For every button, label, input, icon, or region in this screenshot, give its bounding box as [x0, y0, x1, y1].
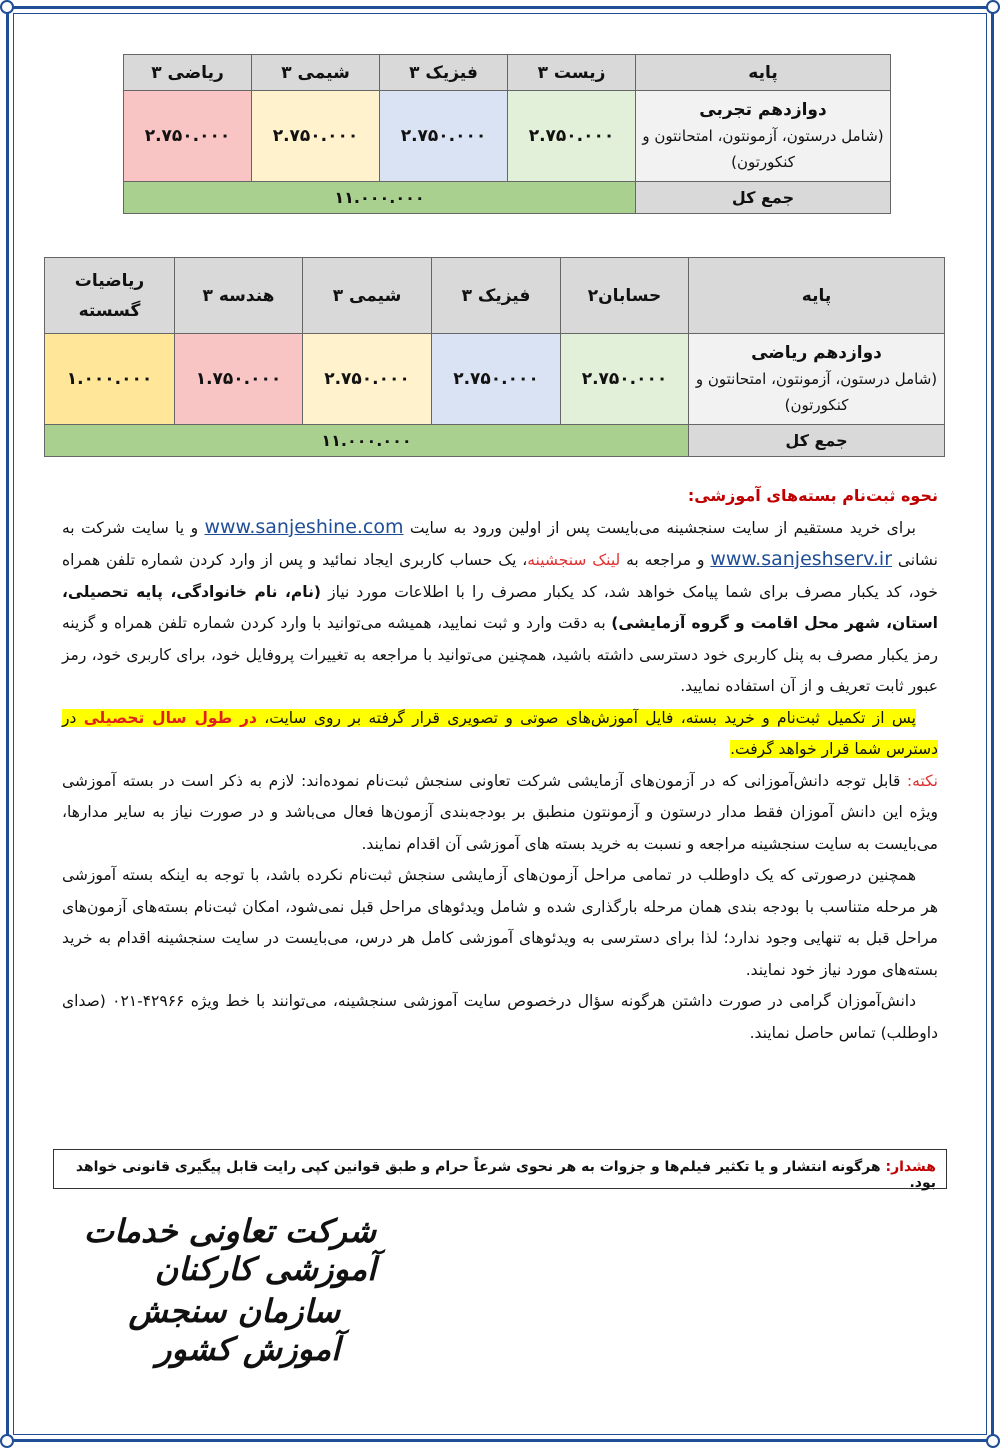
- header-cell: شیمی ۳: [252, 55, 380, 91]
- grade-cell: [636, 91, 891, 182]
- price-cell: ۲.۷۵۰.۰۰۰: [252, 91, 380, 182]
- paragraph-stages: همچنین درصورتی که یک داوطلب در تمامی مراحل آزمون‌های آزمایشی سنجش ثبت‌نام نکرده باشد، با توجه به اینکه بسته آموزشی هر مرحله متناسب با بودجه بندی همان مرحله بارگذاری شده و شامل ویدئوهای مراحل قبل نمی‌شود، امکان ثبت‌نام بسته‌های آزمون‌های مراحل قبل به تنهایی وجود ندارد؛ لذا برای دسترسی به ویدئوهای آموزشی کامل هر درس، می‌بایست در سایت سنجشینه اقدام به خرید بسته‌های مورد نیاز خود نمایند.: [62, 866, 938, 979]
- header-cell: حسابان۲: [561, 258, 689, 334]
- total-row: [45, 425, 945, 457]
- sanjeshine-red-link[interactable]: لینک سنجشینه: [527, 551, 621, 569]
- table-header-row: [124, 55, 891, 91]
- text-span: و یا سایت شرکت به نشانی: [62, 518, 938, 569]
- copyright-warning-box: [53, 1149, 947, 1189]
- total-label: جمع کل: [636, 182, 891, 214]
- text-span: برای خرید مستقیم از سایت سنجشینه می‌بایست پس از اولین ورود به سایت: [403, 518, 916, 537]
- corner-ornament: [986, 1434, 1000, 1448]
- table-row: [124, 91, 891, 182]
- table-row: [45, 334, 945, 425]
- grade-cell: [689, 334, 945, 425]
- price-cell: ۲.۷۵۰.۰۰۰: [561, 334, 689, 425]
- text-span: پس از تکمیل ثبت‌نام و خرید بسته، فایل آموزش‌های صوتی و تصویری قرار گرفته بر روی سایت،: [256, 708, 916, 727]
- grade-title: دوازدهم تجربی: [699, 100, 827, 120]
- table-header-row: [45, 258, 945, 334]
- price-cell: ۲.۷۵۰.۰۰۰: [508, 91, 636, 182]
- warning-text: هرگونه انتشار و یا تکثیر فیلم‌ها و جزوات به هر نحوی شرعاً حرام و طبق قوانین کپی رایت قابل پیگیری قانونی خواهد بود.: [75, 1159, 936, 1191]
- fee-table-math: [44, 257, 945, 457]
- warning-label: هشدار:: [885, 1159, 936, 1175]
- price-cell: ۲.۷۵۰.۰۰۰: [124, 91, 252, 182]
- corner-ornament: [0, 1434, 14, 1448]
- corner-ornament: [0, 0, 14, 14]
- header-cell: فیزیک ۳: [380, 55, 508, 91]
- price-cell: ۲.۷۵۰.۰۰۰: [380, 91, 508, 182]
- price-cell: ۲.۷۵۰.۰۰۰: [303, 334, 432, 425]
- fee-table-experimental: [123, 54, 891, 214]
- grade-note: (شامل درستون، آزمونتون، امتحانتون و کنکورتون): [642, 127, 884, 171]
- header-cell: ریاضی ۳: [124, 55, 252, 91]
- registration-instructions: [62, 480, 938, 1049]
- total-row: [124, 182, 891, 214]
- required-info: (نام، نام خانوادگی، پایه تحصیلی، استان، شهر محل اقامت و گروه آزمایشی): [62, 582, 938, 632]
- price-cell: ۱.۷۵۰.۰۰۰: [175, 334, 303, 425]
- grade-note: (شامل درستون، آزمونتون، امتحانتون و کنکورتون): [695, 370, 938, 414]
- text-span: به دقت وارد و ثبت نمایید، همیشه می‌توانید با وارد کردن شماره تلفن همراه و گزینه رمز یکبار مصرف به پنل کاربری خود دسترسی داشته باشید، همچنین می‌توانید با مراجعه به تغییرات پروفایل خود، برای کاربری خود، رمز عبور ثابت تعریف و از آن استفاده نمایید.: [62, 614, 938, 695]
- total-value: ۱۱.۰۰۰.۰۰۰: [45, 425, 689, 457]
- text-span: در دسترس شما قرار خواهد گرفت.: [62, 708, 938, 758]
- text-span: و مراجعه به: [620, 551, 711, 569]
- header-cell: فیزیک ۳: [432, 258, 561, 334]
- paragraph-contact: دانش‌آموزان گرامی در صورت داشتن هرگونه سؤال درخصوص سایت آموزشی سنجشینه، می‌توانند با خط ویژه ۴۲۹۶۶-۰۲۱ (صدای داوطلب) تماس حاصل نمایند.: [62, 992, 938, 1042]
- header-cell: زیست ۳: [508, 55, 636, 91]
- note-label: نکته:: [906, 771, 938, 790]
- signature-line-1: شرکت تعاونی خدمات آموزشی کارکنان: [83, 1212, 376, 1288]
- sanjeshserv-link[interactable]: www.sanjeshserv.ir: [710, 548, 893, 570]
- paragraph-note: [62, 766, 938, 861]
- grade-title: دوازدهم ریاضی: [751, 343, 882, 363]
- header-cell: شیمی ۳: [303, 258, 432, 334]
- corner-ornament: [986, 0, 1000, 14]
- sanjeshine-link[interactable]: www.sanjeshine.com: [204, 515, 404, 538]
- text-span: قابل توجه دانش‌آموزانی که در آزمون‌های آزمایشی شرکت تعاونی سنجش ثبت‌نام نموده‌اند: لازم به ذکر است در بسته آموزشی ویژه این دانش آموزان فقط مدار درستون و آزمونتون منطبق بر بودجه‌بندی آزمون‌ها فعال می‌باشد و در صورت نیاز به سایر مدارها، می‌بایست به سایت سنجشینه مراجعه و نسبت به خرید بسته های آموزشی آن اقدام نمایند.: [62, 771, 938, 853]
- text-span: ، یک حساب کاربری ایجاد نمائید و پس از وارد کردن شماره تلفن همراه خود، کد یکبار مصرف برای شما پیامک خواهد شد، کد یکبار مصرف را با اطلاعات مورد نیاز: [62, 551, 938, 601]
- highlighted-text: [62, 709, 938, 759]
- header-cell: ریاضیات گسسته: [45, 258, 175, 334]
- header-cell: پایه: [636, 55, 891, 91]
- total-value: ۱۱.۰۰۰.۰۰۰: [124, 182, 636, 214]
- price-cell: ۲.۷۵۰.۰۰۰: [432, 334, 561, 425]
- paragraph-access: [62, 703, 938, 766]
- signature-line-2: سازمان سنجش آموزش کشور: [128, 1292, 340, 1368]
- header-cell: هندسه ۳: [175, 258, 303, 334]
- price-cell: ۱.۰۰۰.۰۰۰: [45, 334, 175, 425]
- paragraph-registration: [62, 512, 938, 703]
- header-cell: پایه: [689, 258, 945, 334]
- school-year-emphasis: در طول سال تحصیلی: [83, 708, 257, 727]
- section-heading: نحوه ثبت‌نام بسته‌های آموزشی:: [687, 486, 938, 505]
- total-label: جمع کل: [689, 425, 945, 457]
